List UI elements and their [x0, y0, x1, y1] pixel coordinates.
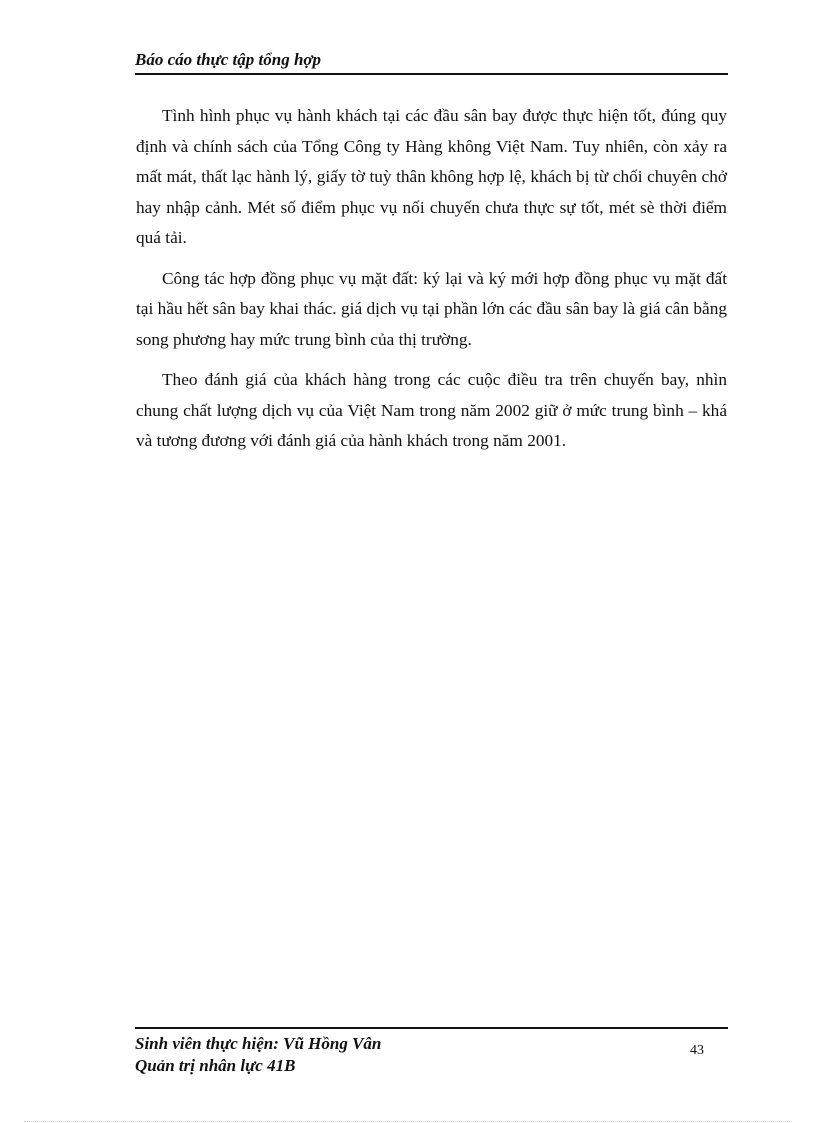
page-header: [135, 49, 728, 75]
paragraph-customer-evaluation: Theo đánh giá của khách hàng trong các cuộc điều tra trên chuyến bay, nhìn chung chất lượng dịch vụ của Việt Nam trong năm 2002 giữ ở mức trung bình – khá và tương đương với đánh giá của hành khách trong năm 2001.: [136, 370, 727, 450]
paragraph-ground-service-contracts: Công tác hợp đồng phục vụ mặt đất: ký lại và ký mới hợp đồng phục vụ mặt đất tại hầu hết sân bay khai thác. giá dịch vụ tại phần lớn các đầu sân bay là giá cân bằng song phương hay mức trung bình của thị trường.: [136, 268, 727, 349]
footer-student-name: Sinh viên thực hiện: Vũ Hồng Vân: [135, 1034, 382, 1053]
footer-class: Quản trị nhân lực 41B: [135, 1056, 296, 1075]
header-title: Báo cáo thực tập tổng hợp: [135, 50, 322, 69]
body-text: [136, 101, 727, 467]
paragraph-passenger-service: Tình hình phục vụ hành khách tại các đầu sân bay được thực hiện tốt, đúng quy định và chính sách của Tổng Công ty Hàng không Việt Nam. Tuy nhiên, còn xảy ra mất mát, thất lạc hành lý, giấy tờ tuỳ thân không hợp lệ, khách bị từ chối chuyên chở hay nhập cảnh. Mét số điểm phục vụ nối chuyến chưa thực sự tốt, mét sè thời điểm quá tải.: [136, 106, 727, 247]
page-number: 43: [690, 1043, 704, 1058]
page-bottom-edge: [24, 1121, 792, 1122]
footer-rule: [135, 1027, 728, 1029]
